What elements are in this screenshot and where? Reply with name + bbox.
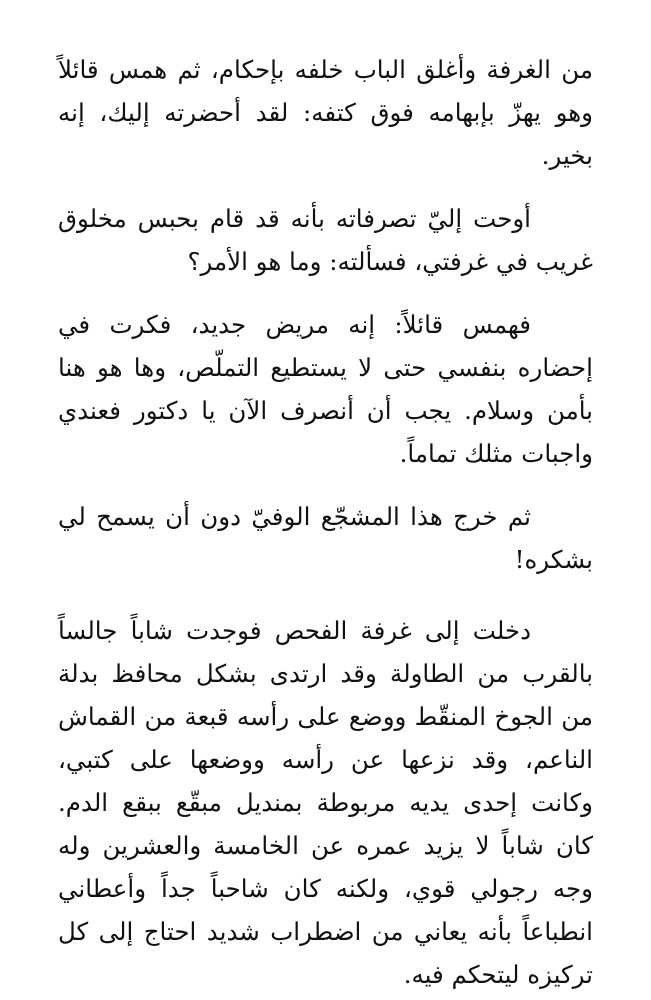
paragraph-3: فهمس قائلاً: إنه مريض جديد، فكرت في إحضاره بنفسي حتى لا يستطيع التملّص، وها هو هنا بأمن وسلام. يجب أن أنصرف الآن يا دكتور فعندي واجبات مثلك تماماً.	[58, 310, 593, 468]
paragraph-2: أوحت إليّ تصرفاته بأنه قد قام بحبس مخلوق غريب في غرفتي، فسألته: وما هو الأمر؟	[58, 204, 593, 276]
paragraph-1: من الغرفة وأغلق الباب خلفه بإحكام، ثم همس قائلاً وهو يهزّ بإبهامه فوق كتفه: لقد أحضرته إليك، إنه بخير.	[58, 55, 593, 170]
paragraph-4: ثم خرج هذا المشجّع الوفيّ دون أن يسمح لي بشكره!	[58, 502, 593, 574]
paragraph-5: دخلت إلى غرفة الفحص فوجدت شاباً جالساً بالقرب من الطاولة وقد ارتدى بشكل محافظ بدلة من الجوخ المنقّط ووضع على رأسه قبعة من القماش الناعم، وقد نزعها عن رأسه ووضعها على كتبي، وكانت إحدى يديه مربوطة بمنديل مبقّع ببقع الدم. كان شاباً لا يزيد عمره عن الخامسة والعشرين وله وجه رجولي قوي، ولكنه كان شاحباً جداً وأعطاني انطباعاً بأنه يعاني من اضطراب شديد احتاج إلى كل تركيزه ليتحكم فيه.	[58, 616, 593, 989]
